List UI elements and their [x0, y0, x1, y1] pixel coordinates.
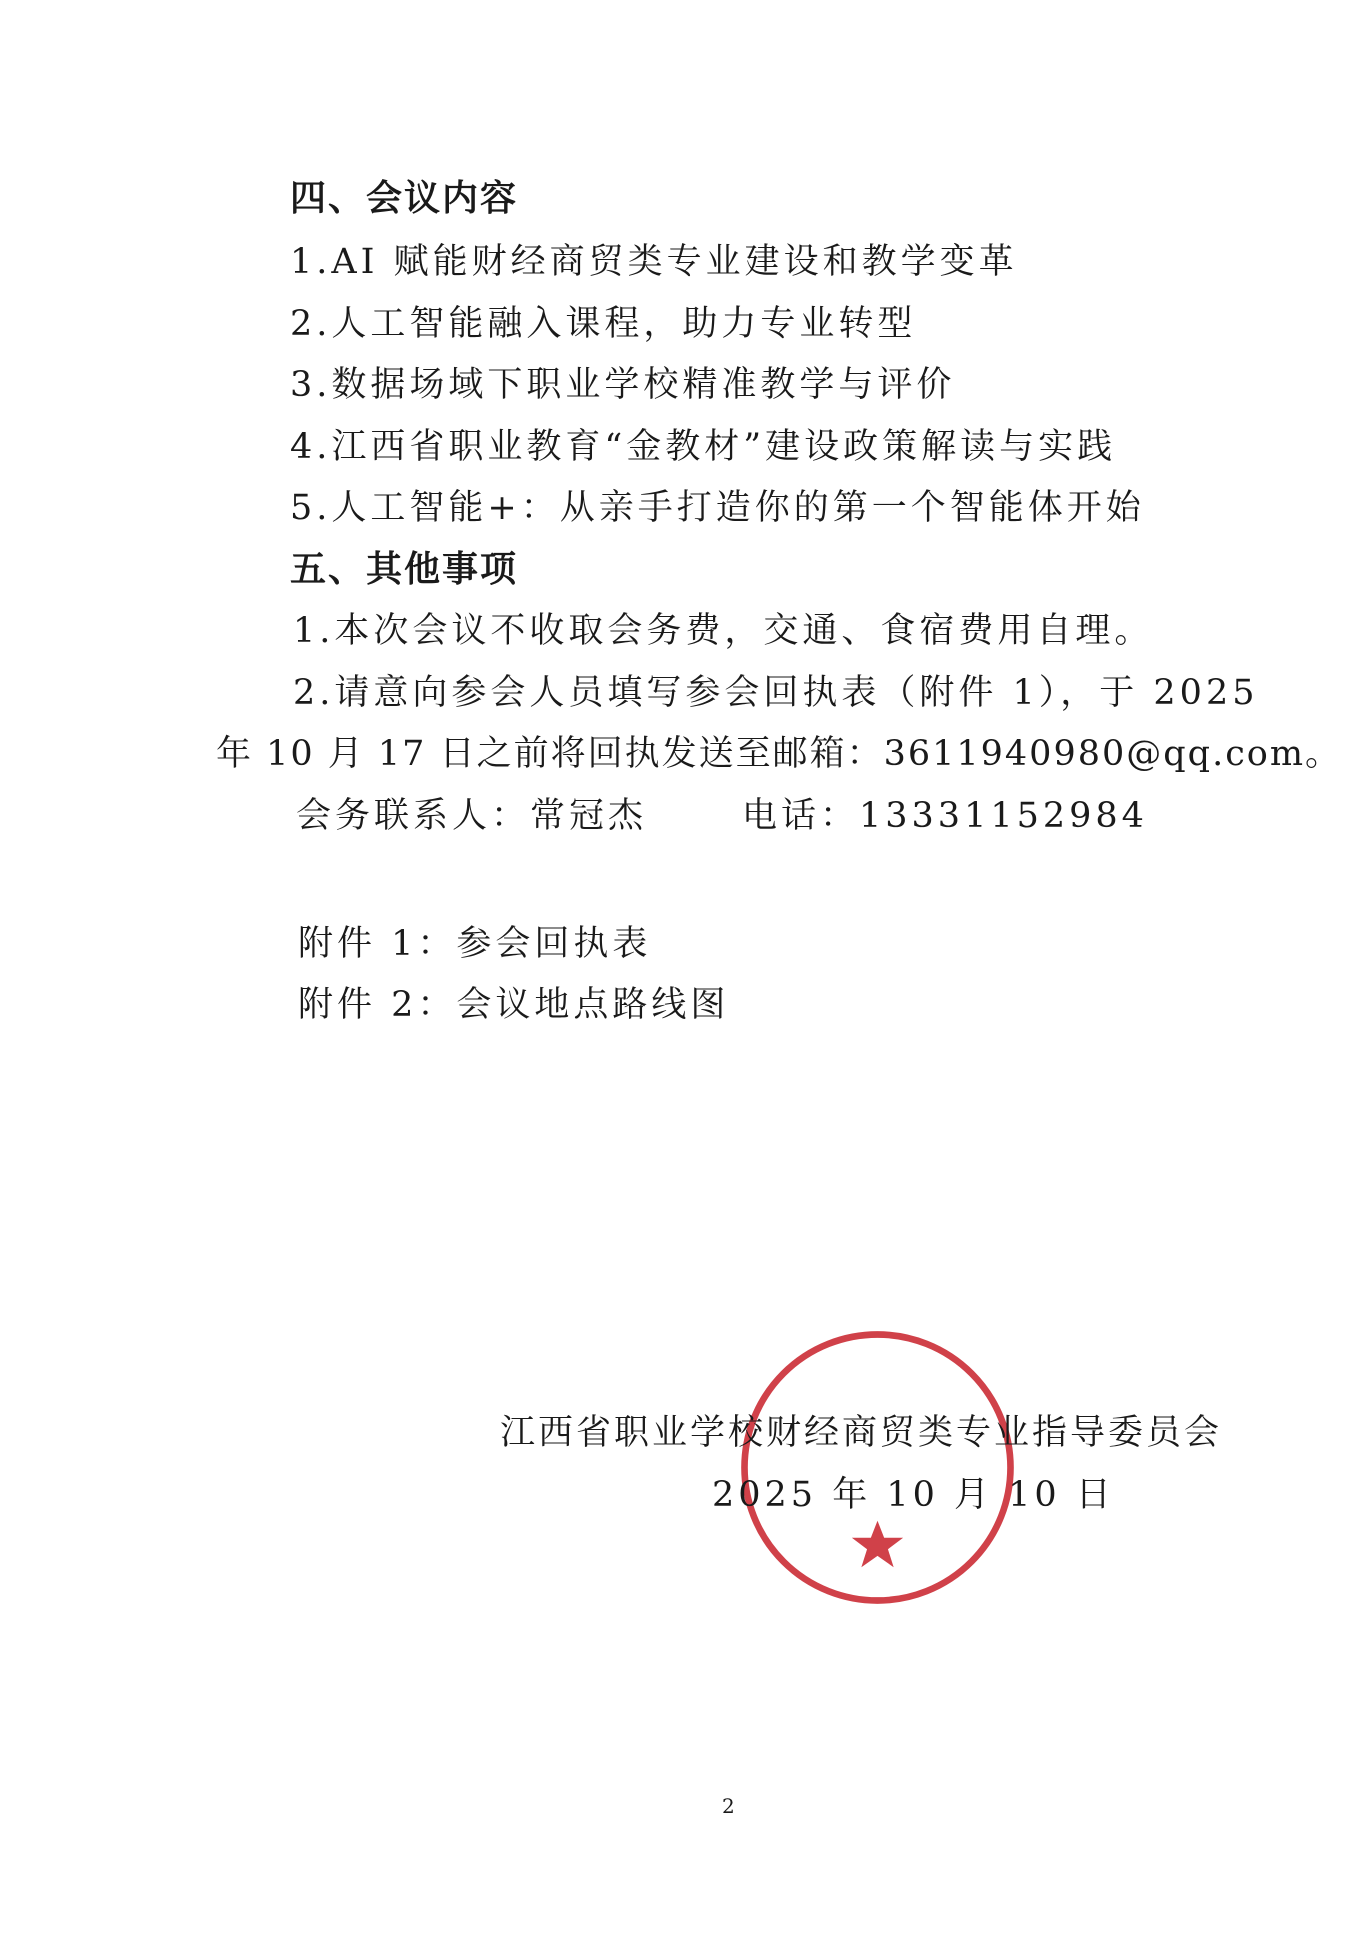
contact-phone: 电话：13331152984: [742, 796, 1148, 836]
signature-org: 江西省职业学校财经商贸类专业指导委员会: [500, 1413, 1223, 1453]
other-item-2-line-1: 2.请意向参会人员填写参会回执表（附件 1），于 2025: [293, 673, 1259, 713]
official-seal-stamp: [735, 1325, 1020, 1610]
content-item-1: 1.AI 赋能财经商贸类专业建设和教学变革: [290, 242, 1018, 282]
seal-ring: [745, 1335, 1011, 1601]
section-heading-meeting-content: 四、会议内容: [290, 178, 519, 219]
section-heading-other-matters: 五、其他事项: [290, 549, 519, 590]
other-item-2-line-2: 年 10 月 17 日之前将回执发送至邮箱：3611940980@qq.com。: [216, 734, 1343, 774]
content-item-4: 4.江西省职业教育“金教材”建设政策解读与实践: [290, 427, 1117, 467]
page-number: 2: [722, 1794, 735, 1818]
content-item-2: 2.人工智能融入课程，助力专业转型: [290, 304, 917, 344]
seal-star-icon: [852, 1521, 903, 1568]
signature-date: 2025 年 10 月 10 日: [712, 1475, 1115, 1515]
content-item-3: 3.数据场域下职业学校精准教学与评价: [290, 365, 956, 405]
other-item-1: 1.本次会议不收取会务费，交通、食宿费用自理。: [293, 611, 1154, 651]
content-item-5: 5.人工智能+：从亲手打造你的第一个智能体开始: [290, 488, 1145, 528]
attachment-1: 附件 1：参会回执表: [298, 924, 652, 964]
contact-person: 会务联系人：常冠杰: [296, 796, 648, 836]
attachment-2: 附件 2：会议地点路线图: [298, 985, 730, 1025]
